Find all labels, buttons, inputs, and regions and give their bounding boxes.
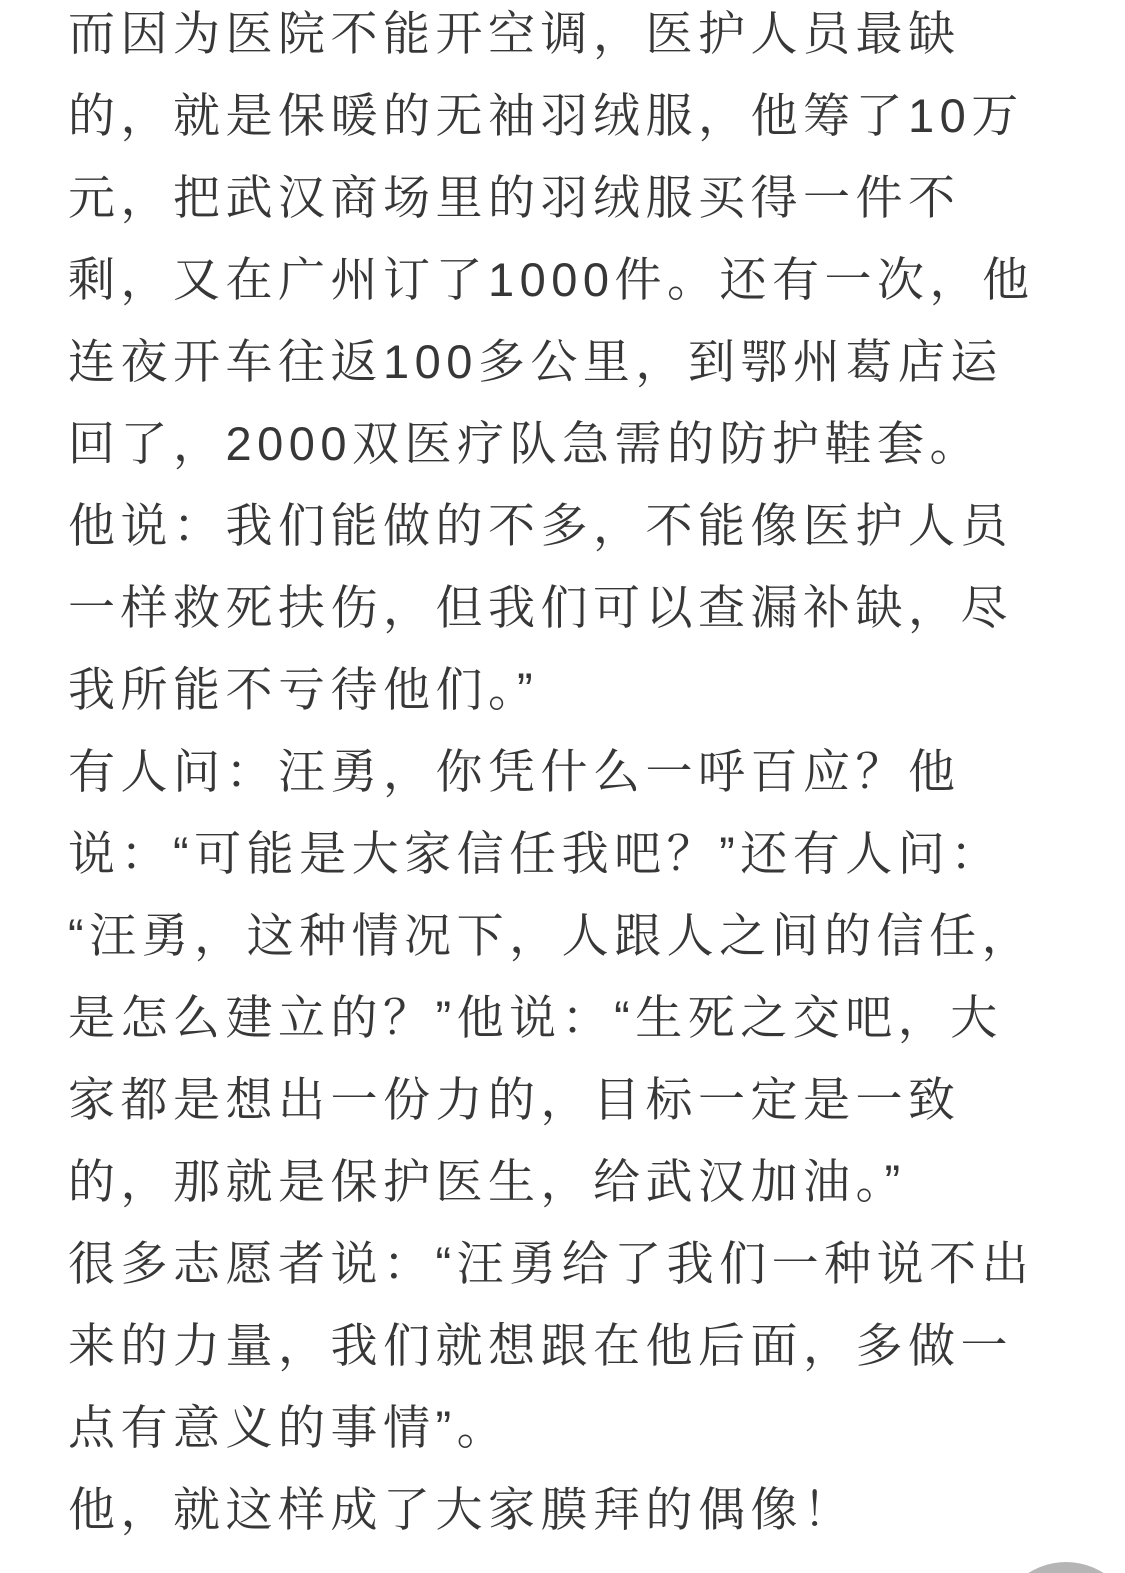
text-line: 剩，又在广州订了1000件。还有一次，他 (68, 253, 1035, 306)
text-line: 他，就这样成了大家膜拜的偶像！ (68, 1483, 856, 1536)
text-line: “汪勇，这种情况下，人跟人之间的信任， (68, 909, 1035, 962)
text-line: 他说：我们能做的不多，不能像医护人员 (68, 499, 1013, 552)
text-line: 的，就是保暖的无袖羽绒服，他筹了10万 (68, 89, 1024, 142)
text-line: 我所能不亏待他们。” (68, 663, 539, 716)
text-line: 连夜开车往返100多公里，到鄂州葛店运 (68, 335, 1003, 388)
text-line: 说：“可能是大家信任我吧？”还有人问： (68, 827, 1003, 880)
scroll-top-button[interactable] (996, 1562, 1125, 1573)
text-line: 家都是想出一份力的，目标一定是一致 (68, 1073, 961, 1126)
text-line: 一样救死扶伤，但我们可以查漏补缺，尽 (68, 581, 1013, 634)
text-line: 而因为医院不能开空调，医护人员最缺 (68, 7, 961, 60)
article-text (68, 0, 1085, 1551)
text-line: 来的力量，我们就想跟在他后面，多做一 (68, 1319, 1013, 1372)
text-line: 元，把武汉商场里的羽绒服买得一件不 (68, 171, 961, 224)
text-line: 的，那就是保护医生，给武汉加油。” (68, 1155, 906, 1208)
text-line: 很多志愿者说：“汪勇给了我们一种说不出 (68, 1237, 1035, 1290)
text-line: 是怎么建立的？”他说：“生死之交吧，大 (68, 991, 1003, 1044)
text-line: 回了，2000双医疗队急需的防护鞋套。 (68, 417, 983, 470)
text-line: 点有意义的事情”。 (68, 1401, 510, 1454)
text-line: 有人问：汪勇，你凭什么一呼百应？他 (68, 745, 961, 798)
